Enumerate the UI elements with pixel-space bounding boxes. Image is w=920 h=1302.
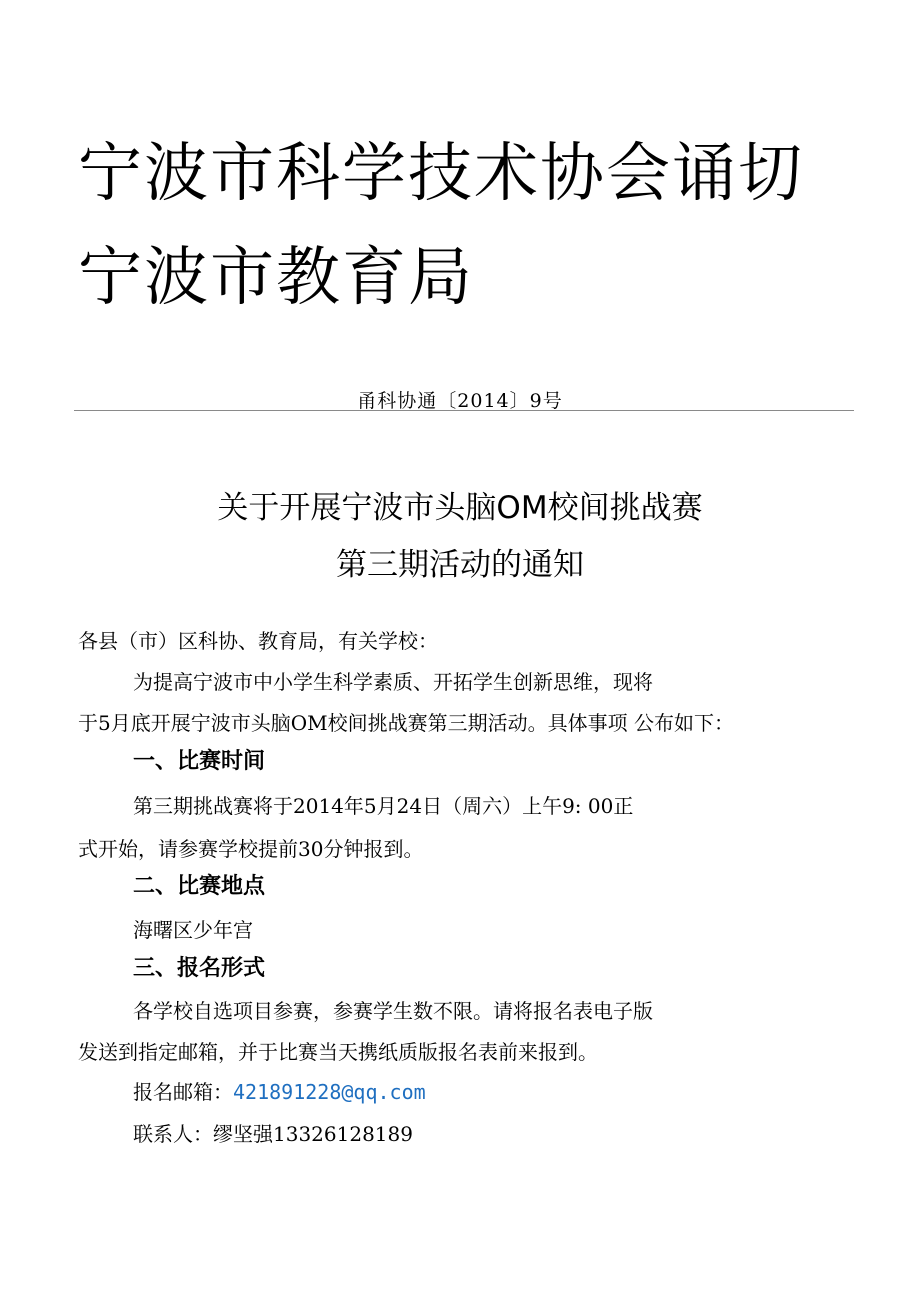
intro-paragraph-line-1: 为提高宁波市中小学生科学素质、开拓学生创新思维，现将 [133, 670, 653, 694]
header-issuer-line-2: 宁波市教育局 [78, 241, 474, 315]
registration-paragraph-line-1: 各学校自选项目参赛，参赛学生数不限。请将报名表电子版 [133, 999, 653, 1023]
registration-paragraph-line-2: 发送到指定邮箱，并于比赛当天携纸质版报名表前来报到。 [78, 1040, 598, 1064]
intro-paragraph-line-2: 于5月底开展宁波市头脑OM校间挑战赛第三期活动。具体事项 公布如下： [78, 711, 734, 735]
header-divider [74, 410, 854, 411]
email-label: 报名邮箱： [133, 1080, 233, 1104]
section-heading-time: 一、比赛时间 [133, 749, 266, 774]
section-heading-registration: 三、报名形式 [133, 956, 266, 981]
email-line [133, 1082, 426, 1102]
section-heading-location: 二、比赛地点 [133, 874, 266, 899]
email-link[interactable]: 421891228@qq.com [233, 1080, 426, 1104]
notice-title-line-1: 关于开展宁波市头脑OM校间挑战赛 [217, 490, 703, 526]
document-number: 甬科协通〔2014〕9号 [357, 390, 563, 412]
notice-title-line-2: 第三期活动的通知 [336, 547, 584, 583]
salutation: 各县（市）区科协、教育局，有关学校： [78, 629, 438, 653]
contact-person: 联系人：缪坚强13326128189 [133, 1122, 413, 1146]
location-text: 海曙区少年宫 [133, 918, 253, 942]
time-paragraph-line-1: 第三期挑战赛将于2014年5月24日（周六）上午9: 00正 [133, 794, 634, 818]
time-paragraph-line-2: 式开始，请参赛学校提前30分钟报到。 [78, 837, 424, 861]
header-issuer-line-1: 宁波市科学技术协会诵切 [78, 137, 804, 211]
